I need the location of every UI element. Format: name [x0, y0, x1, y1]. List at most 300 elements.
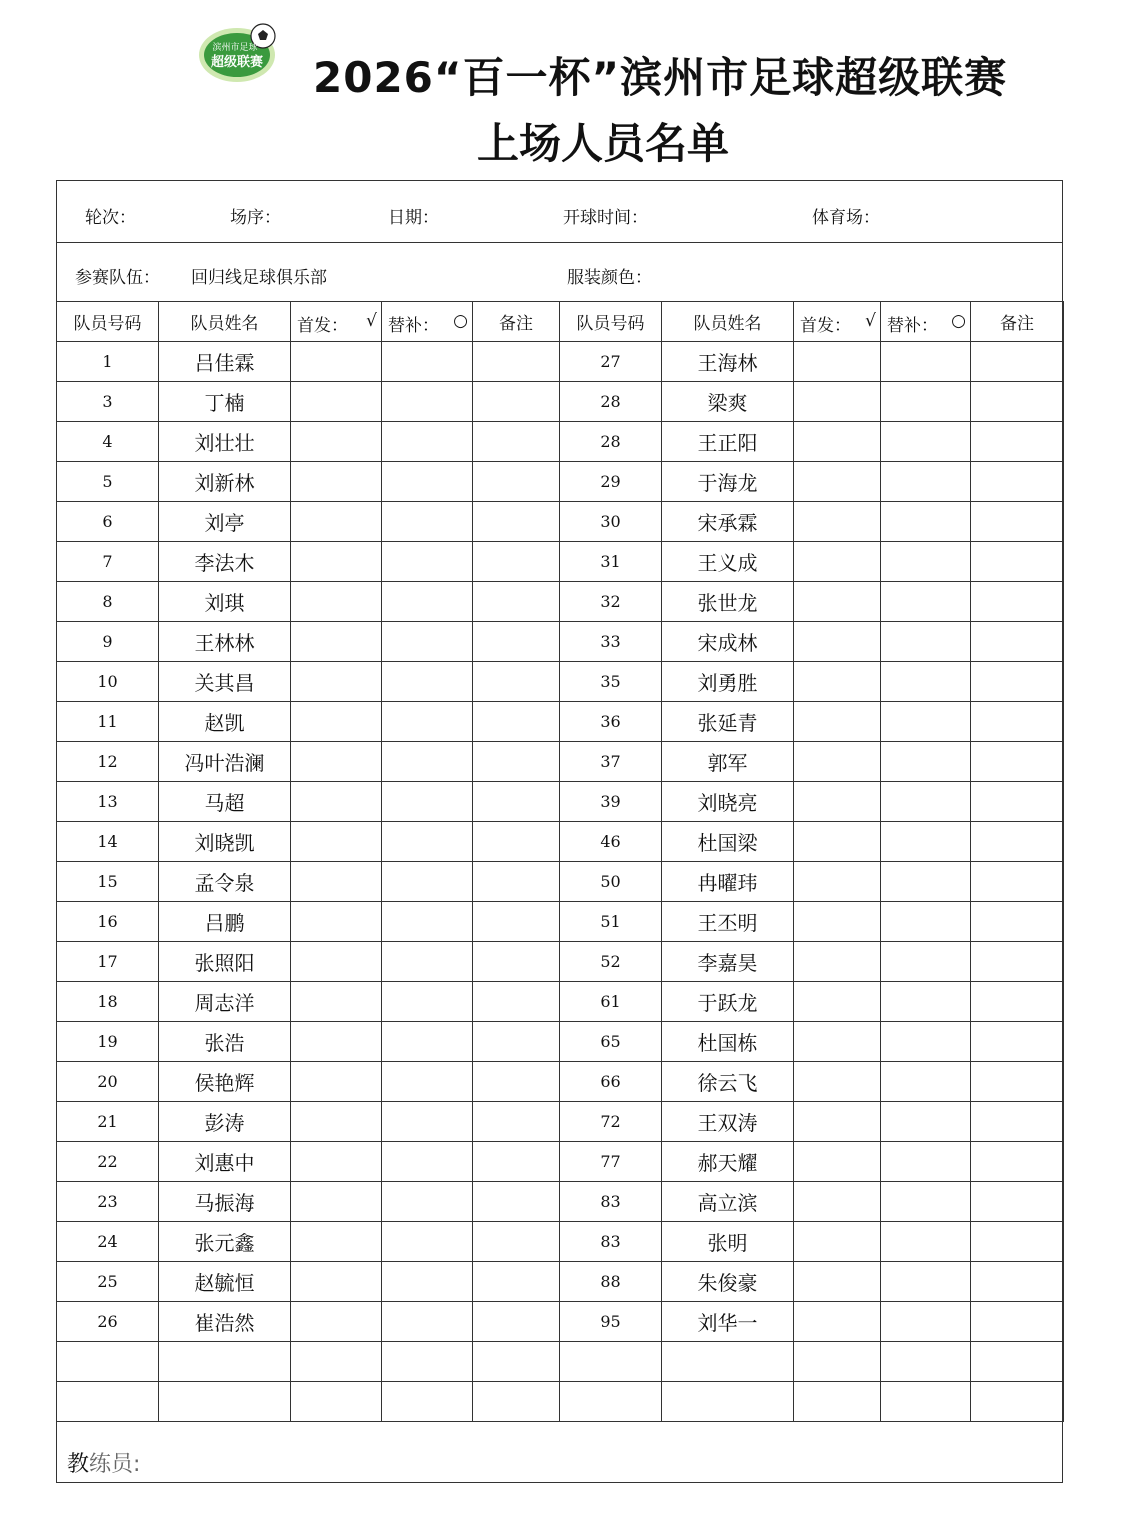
- substitute-cell: [382, 902, 473, 942]
- player-number: 33: [560, 622, 662, 662]
- table-row: [57, 542, 1064, 582]
- table-header-row: [57, 302, 1064, 342]
- starter-cell: [291, 782, 382, 822]
- player-number: 35: [560, 662, 662, 702]
- starter-cell: [291, 1382, 382, 1422]
- starter-cell: [291, 1342, 382, 1382]
- player-name: 周志洋: [159, 982, 291, 1022]
- player-number: 18: [57, 982, 159, 1022]
- remarks-cell: [473, 1142, 560, 1182]
- remarks-cell: [473, 1382, 560, 1422]
- substitute-cell: [881, 702, 971, 742]
- player-number: [560, 1382, 662, 1422]
- player-name: 朱俊豪: [662, 1262, 794, 1302]
- starter-cell: [291, 502, 382, 542]
- starter-cell: [794, 1142, 881, 1182]
- remarks-cell: [473, 1302, 560, 1342]
- starter-cell: [794, 342, 881, 382]
- player-name: 刘惠中: [159, 1142, 291, 1182]
- substitute-cell: [881, 822, 971, 862]
- player-number: 6: [57, 502, 159, 542]
- substitute-cell: [881, 1022, 971, 1062]
- player-number: 15: [57, 862, 159, 902]
- player-name: 于海龙: [662, 462, 794, 502]
- player-number: 51: [560, 902, 662, 942]
- substitute-cell: [881, 342, 971, 382]
- starter-cell: [291, 1022, 382, 1062]
- substitute-cell: [881, 1342, 971, 1382]
- starter-cell: [291, 1222, 382, 1262]
- player-name: 于跃龙: [662, 982, 794, 1022]
- remarks-cell: [971, 1022, 1064, 1062]
- player-number: 95: [560, 1302, 662, 1342]
- player-name: 张照阳: [159, 942, 291, 982]
- remarks-cell: [971, 1102, 1064, 1142]
- substitute-cell: [382, 702, 473, 742]
- logo-line2: 超级联赛: [210, 55, 264, 70]
- remarks-cell: [473, 1182, 560, 1222]
- remarks-cell: [971, 1382, 1064, 1422]
- player-name: 冯叶浩澜: [159, 742, 291, 782]
- remarks-cell: [473, 622, 560, 662]
- table-row: [57, 1142, 1064, 1182]
- remarks-cell: [473, 542, 560, 582]
- substitute-cell: [382, 582, 473, 622]
- player-name: 侯艳辉: [159, 1062, 291, 1102]
- player-number: 9: [57, 622, 159, 662]
- player-name: 张延青: [662, 702, 794, 742]
- remarks-cell: [473, 942, 560, 982]
- substitute-cell: [382, 862, 473, 902]
- starter-cell: [794, 582, 881, 622]
- player-number: 88: [560, 1262, 662, 1302]
- player-name: 刘晓亮: [662, 782, 794, 822]
- remarks-cell: [971, 1262, 1064, 1302]
- remarks-cell: [971, 822, 1064, 862]
- player-name: 杜国栋: [662, 1022, 794, 1062]
- starter-cell: [291, 942, 382, 982]
- starter-cell: [794, 382, 881, 422]
- remarks-cell: [473, 422, 560, 462]
- table-row: [57, 1062, 1064, 1102]
- player-name: 吕鹏: [159, 902, 291, 942]
- remarks-cell: [971, 622, 1064, 662]
- roster-form: [56, 180, 1063, 1483]
- remarks-cell: [971, 1302, 1064, 1342]
- remarks-cell: [971, 1062, 1064, 1102]
- table-row: [57, 1102, 1064, 1142]
- match-number-label: 场序：: [230, 208, 281, 228]
- player-number: 36: [560, 702, 662, 742]
- player-name: 刘晓凯: [159, 822, 291, 862]
- remarks-cell: [971, 982, 1064, 1022]
- player-name: 张元鑫: [159, 1222, 291, 1262]
- remarks-cell: [473, 502, 560, 542]
- player-number: 11: [57, 702, 159, 742]
- player-number: 12: [57, 742, 159, 782]
- player-name: 王正阳: [662, 422, 794, 462]
- player-number: 24: [57, 1222, 159, 1262]
- player-name: [662, 1342, 794, 1382]
- substitute-cell: [881, 982, 971, 1022]
- table-row: [57, 502, 1064, 542]
- remarks-cell: [971, 782, 1064, 822]
- starter-cell: [291, 862, 382, 902]
- remarks-cell: [971, 582, 1064, 622]
- remarks-cell: [473, 342, 560, 382]
- player-name: 刘壮壮: [159, 422, 291, 462]
- player-number: 31: [560, 542, 662, 582]
- remarks-cell: [473, 742, 560, 782]
- starter-cell: [794, 1302, 881, 1342]
- player-name: 王丕明: [662, 902, 794, 942]
- substitute-cell: [881, 1062, 971, 1102]
- player-name: [662, 1382, 794, 1422]
- table-row: [57, 1302, 1064, 1342]
- player-number: 46: [560, 822, 662, 862]
- team-name: 回归线足球俱乐部: [191, 268, 327, 288]
- player-number: 7: [57, 542, 159, 582]
- starter-cell: [794, 702, 881, 742]
- player-number: 83: [560, 1182, 662, 1222]
- date-label: 日期：: [388, 208, 439, 228]
- substitute-cell: [382, 822, 473, 862]
- substitute-cell: [881, 422, 971, 462]
- header-remarks: 备注: [473, 302, 560, 342]
- player-number: 14: [57, 822, 159, 862]
- table-row: [57, 1382, 1064, 1422]
- substitute-cell: [382, 462, 473, 502]
- player-number: 22: [57, 1142, 159, 1182]
- player-name: 李法木: [159, 542, 291, 582]
- header-substitute: 替补： ○: [881, 302, 971, 342]
- starter-cell: [794, 1342, 881, 1382]
- substitute-cell: [382, 1382, 473, 1422]
- team-info-row: [57, 243, 1062, 302]
- table-row: [57, 822, 1064, 862]
- player-number: 19: [57, 1022, 159, 1062]
- substitute-cell: [382, 942, 473, 982]
- player-name: 崔浩然: [159, 1302, 291, 1342]
- remarks-cell: [473, 582, 560, 622]
- table-row: [57, 902, 1064, 942]
- starter-cell: [794, 1182, 881, 1222]
- substitute-cell: [382, 1142, 473, 1182]
- player-number: 20: [57, 1062, 159, 1102]
- substitute-cell: [382, 1262, 473, 1302]
- substitute-cell: [881, 502, 971, 542]
- player-number: 32: [560, 582, 662, 622]
- remarks-cell: [473, 1022, 560, 1062]
- substitute-cell: [881, 662, 971, 702]
- player-name: [159, 1382, 291, 1422]
- player-name: 高立滨: [662, 1182, 794, 1222]
- player-number: 23: [57, 1182, 159, 1222]
- starter-cell: [291, 902, 382, 942]
- remarks-cell: [473, 1102, 560, 1142]
- roster-table: [56, 301, 1064, 1422]
- starter-cell: [794, 462, 881, 502]
- starter-cell: [291, 1262, 382, 1302]
- player-number: 77: [560, 1142, 662, 1182]
- substitute-cell: [881, 1302, 971, 1342]
- header-starter: 首发： √: [794, 302, 881, 342]
- starter-cell: [794, 942, 881, 982]
- remarks-cell: [971, 662, 1064, 702]
- starter-cell: [794, 742, 881, 782]
- starter-cell: [794, 622, 881, 662]
- player-number: 50: [560, 862, 662, 902]
- kickoff-time-label: 开球时间：: [563, 208, 648, 228]
- remarks-cell: [473, 1062, 560, 1102]
- player-number: 25: [57, 1262, 159, 1302]
- player-number: 83: [560, 1222, 662, 1262]
- substitute-cell: [382, 782, 473, 822]
- player-number: 37: [560, 742, 662, 782]
- remarks-cell: [971, 702, 1064, 742]
- player-number: 72: [560, 1102, 662, 1142]
- substitute-cell: [382, 1182, 473, 1222]
- starter-cell: [291, 1142, 382, 1182]
- table-row: [57, 782, 1064, 822]
- table-row: [57, 742, 1064, 782]
- starter-cell: [794, 1262, 881, 1302]
- player-name: 刘勇胜: [662, 662, 794, 702]
- substitute-cell: [881, 1222, 971, 1262]
- substitute-cell: [382, 982, 473, 1022]
- substitute-cell: [382, 1102, 473, 1142]
- remarks-cell: [473, 462, 560, 502]
- remarks-cell: [473, 702, 560, 742]
- table-row: [57, 702, 1064, 742]
- table-row: [57, 982, 1064, 1022]
- player-name: 张浩: [159, 1022, 291, 1062]
- table-row: [57, 1222, 1064, 1262]
- remarks-cell: [971, 342, 1064, 382]
- substitute-cell: [881, 462, 971, 502]
- table-row: [57, 622, 1064, 662]
- starter-cell: [794, 902, 881, 942]
- player-name: 杜国梁: [662, 822, 794, 862]
- substitute-cell: [881, 902, 971, 942]
- player-number: [57, 1382, 159, 1422]
- player-number: 28: [560, 422, 662, 462]
- remarks-cell: [971, 382, 1064, 422]
- player-number: 3: [57, 382, 159, 422]
- player-name: 李嘉昊: [662, 942, 794, 982]
- remarks-cell: [473, 862, 560, 902]
- player-number: 21: [57, 1102, 159, 1142]
- player-name: 赵毓恒: [159, 1262, 291, 1302]
- table-row: [57, 422, 1064, 462]
- player-name: 郝天耀: [662, 1142, 794, 1182]
- starter-cell: [291, 1102, 382, 1142]
- player-name: [159, 1342, 291, 1382]
- starter-cell: [794, 662, 881, 702]
- starter-cell: [291, 542, 382, 582]
- player-name: 刘新林: [159, 462, 291, 502]
- player-number: 29: [560, 462, 662, 502]
- substitute-cell: [382, 422, 473, 462]
- player-name: 关其昌: [159, 662, 291, 702]
- player-name: 刘亭: [159, 502, 291, 542]
- document-subtitle: 上场人员名单: [476, 119, 729, 168]
- player-name: 冉曜玮: [662, 862, 794, 902]
- header-starter: 首发： √: [291, 302, 382, 342]
- match-info-row: [57, 181, 1062, 243]
- starter-cell: [291, 662, 382, 702]
- player-name: 刘琪: [159, 582, 291, 622]
- remarks-cell: [473, 902, 560, 942]
- starter-cell: [794, 782, 881, 822]
- player-name: 宋成林: [662, 622, 794, 662]
- player-name: 吕佳霖: [159, 342, 291, 382]
- header-remarks: 备注: [971, 302, 1064, 342]
- remarks-cell: [473, 1342, 560, 1382]
- league-logo: [197, 22, 281, 84]
- substitute-cell: [382, 1222, 473, 1262]
- player-name: 刘华一: [662, 1302, 794, 1342]
- header-name: 队员姓名: [662, 302, 794, 342]
- table-row: [57, 342, 1064, 382]
- player-number: 10: [57, 662, 159, 702]
- remarks-cell: [473, 822, 560, 862]
- player-number: 65: [560, 1022, 662, 1062]
- substitute-cell: [382, 1022, 473, 1062]
- remarks-cell: [971, 742, 1064, 782]
- starter-cell: [794, 862, 881, 902]
- remarks-cell: [971, 422, 1064, 462]
- player-name: 王林林: [159, 622, 291, 662]
- player-name: 王双涛: [662, 1102, 794, 1142]
- player-number: 1: [57, 342, 159, 382]
- remarks-cell: [473, 982, 560, 1022]
- substitute-cell: [382, 1342, 473, 1382]
- player-number: 17: [57, 942, 159, 982]
- header-name: 队员姓名: [159, 302, 291, 342]
- round-label: 轮次：: [85, 208, 136, 228]
- player-number: [560, 1342, 662, 1382]
- remarks-cell: [971, 1342, 1064, 1382]
- remarks-cell: [473, 662, 560, 702]
- player-number: 39: [560, 782, 662, 822]
- table-row: [57, 582, 1064, 622]
- remarks-cell: [473, 382, 560, 422]
- remarks-cell: [971, 462, 1064, 502]
- substitute-cell: [881, 942, 971, 982]
- header-number: 队员号码: [57, 302, 159, 342]
- player-number: 66: [560, 1062, 662, 1102]
- starter-cell: [794, 542, 881, 582]
- player-number: 13: [57, 782, 159, 822]
- stadium-label: 体育场：: [812, 208, 880, 228]
- substitute-cell: [881, 1262, 971, 1302]
- coach-field: 教练员:: [67, 1452, 141, 1477]
- header-substitute: 替补： ○: [382, 302, 473, 342]
- starter-cell: [794, 982, 881, 1022]
- table-row: [57, 382, 1064, 422]
- starter-cell: [794, 1022, 881, 1062]
- starter-cell: [291, 622, 382, 662]
- player-number: 4: [57, 422, 159, 462]
- substitute-cell: [382, 622, 473, 662]
- table-row: [57, 1022, 1064, 1062]
- player-name: 丁楠: [159, 382, 291, 422]
- header-number: 队员号码: [560, 302, 662, 342]
- table-row: [57, 942, 1064, 982]
- starter-cell: [291, 1062, 382, 1102]
- player-number: 8: [57, 582, 159, 622]
- player-name: 徐云飞: [662, 1062, 794, 1102]
- player-name: 张世龙: [662, 582, 794, 622]
- starter-cell: [794, 822, 881, 862]
- starter-cell: [291, 822, 382, 862]
- starter-cell: [291, 462, 382, 502]
- document-title: 2026“百一杯”滨州市足球超级联赛: [313, 53, 1008, 102]
- starter-cell: [794, 1222, 881, 1262]
- remarks-cell: [971, 902, 1064, 942]
- substitute-cell: [881, 1182, 971, 1222]
- substitute-cell: [881, 782, 971, 822]
- player-name: 彭涛: [159, 1102, 291, 1142]
- starter-cell: [291, 422, 382, 462]
- remarks-cell: [473, 1222, 560, 1262]
- remarks-cell: [971, 542, 1064, 582]
- player-number: 52: [560, 942, 662, 982]
- remarks-cell: [473, 782, 560, 822]
- substitute-cell: [881, 1142, 971, 1182]
- substitute-cell: [382, 342, 473, 382]
- substitute-cell: [881, 582, 971, 622]
- kit-color-label: 服装颜色：: [567, 268, 652, 288]
- table-row: [57, 462, 1064, 502]
- starter-cell: [794, 422, 881, 462]
- starter-cell: [291, 742, 382, 782]
- player-number: 16: [57, 902, 159, 942]
- starter-cell: [291, 342, 382, 382]
- substitute-cell: [881, 542, 971, 582]
- starter-cell: [291, 382, 382, 422]
- table-row: [57, 862, 1064, 902]
- table-row: [57, 662, 1064, 702]
- starter-cell: [291, 1302, 382, 1342]
- substitute-cell: [382, 662, 473, 702]
- player-name: 马超: [159, 782, 291, 822]
- player-name: 马振海: [159, 1182, 291, 1222]
- substitute-cell: [382, 502, 473, 542]
- player-name: 宋承霖: [662, 502, 794, 542]
- substitute-cell: [881, 382, 971, 422]
- remarks-cell: [971, 502, 1064, 542]
- remarks-cell: [971, 942, 1064, 982]
- player-number: 27: [560, 342, 662, 382]
- player-number: 28: [560, 382, 662, 422]
- player-number: 5: [57, 462, 159, 502]
- player-name: 王海林: [662, 342, 794, 382]
- remarks-cell: [473, 1262, 560, 1302]
- starter-cell: [291, 582, 382, 622]
- player-number: 61: [560, 982, 662, 1022]
- remarks-cell: [971, 1142, 1064, 1182]
- table-row: [57, 1262, 1064, 1302]
- player-name: 张明: [662, 1222, 794, 1262]
- starter-cell: [794, 502, 881, 542]
- table-row: [57, 1182, 1064, 1222]
- starter-cell: [794, 1062, 881, 1102]
- player-name: 王义成: [662, 542, 794, 582]
- substitute-cell: [382, 1302, 473, 1342]
- substitute-cell: [382, 542, 473, 582]
